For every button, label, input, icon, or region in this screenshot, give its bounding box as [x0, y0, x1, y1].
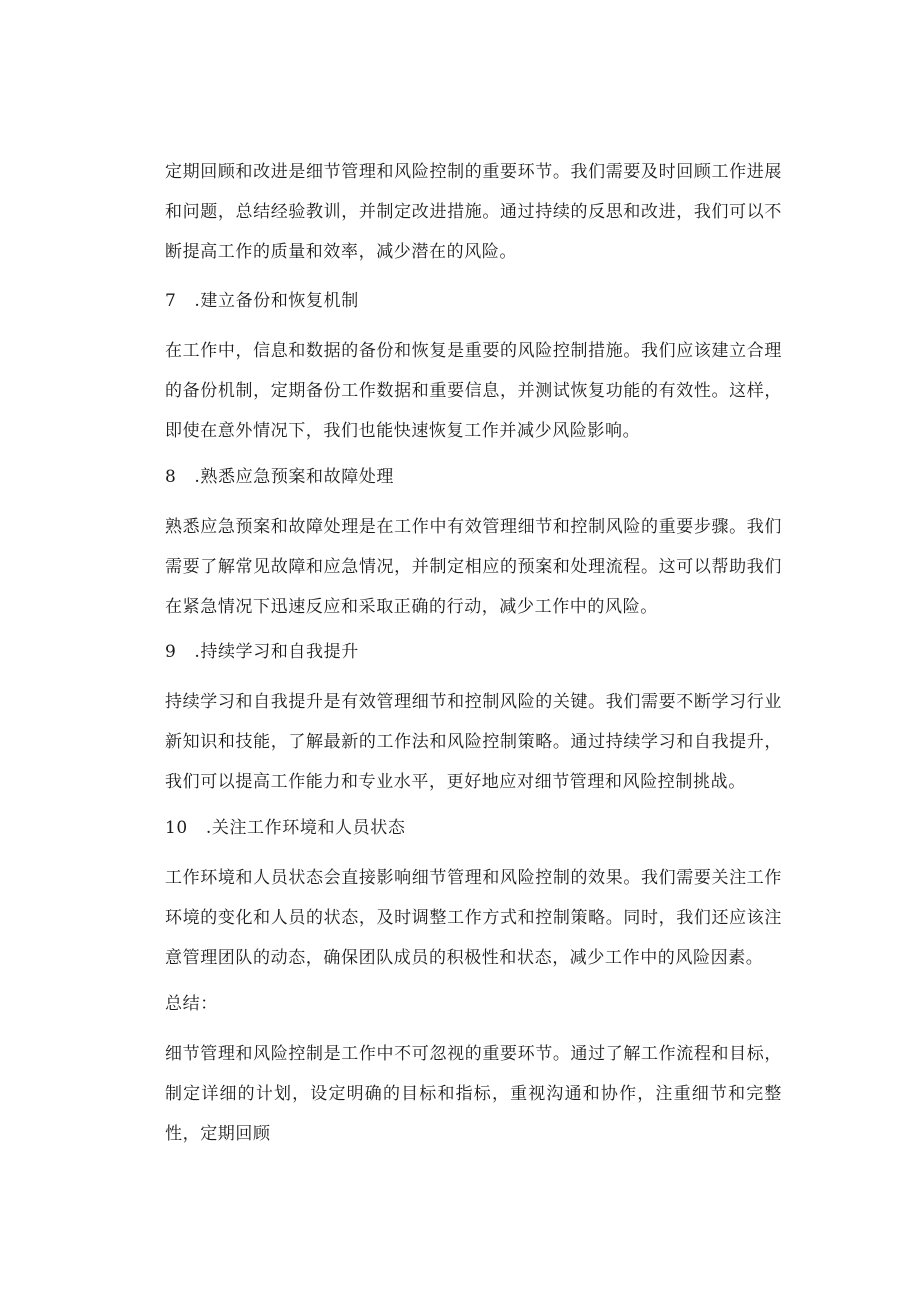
paragraph-emergency: 熟悉应急预案和故障处理是在工作中有效管理细节和控制风险的重要步骤。我们需要了解常见故障和应急情况，并制定相应的预案和处理流程。这可以帮助我们在紧急情况下迅速反应和采取正确的行动，减少工作中的风险。: [165, 517, 782, 617]
paragraph-environment: 工作环境和人员状态会直接影响细节管理和风险控制的效果。我们需要关注工作环境的变化和人员的状态，及时调整工作方式和控制策略。同时，我们还应该注意管理团队的动态，确保团队成员的积极性和状态，减少工作中的风险因素。: [165, 868, 782, 968]
paragraph-summary: 细节管理和风险控制是工作中不可忽视的重要环节。通过了解工作流程和目标，制定详细的计划，设定明确的目标和指标，重视沟通和协作，注重细节和完整性，定期回顾: [165, 1044, 782, 1144]
paragraph-learning: 持续学习和自我提升是有效管理细节和控制风险的关键。我们需要不断学习行业新知识和技能，了解最新的工作法和风险控制策略。通过持续学习和自我提升，我们可以提高工作能力和专业水平，更好地应对细节管理和风险控制挑战。: [165, 692, 782, 792]
heading-9-learning: 9 .持续学习和自我提升: [165, 642, 359, 662]
heading-10-environment: 10 .关注工作环境和人员状态: [165, 818, 406, 838]
heading-7-backup: 7 .建立备份和恢复机制: [165, 291, 359, 311]
paragraph-review: 定期回顾和改进是细节管理和风险控制的重要环节。我们需要及时回顾工作进展和问题，总结经验教训，并制定改进措施。通过持续的反思和改进，我们可以不断提高工作的质量和效率，减少潜在的风险。: [165, 162, 782, 262]
summary-label: 总结：: [165, 994, 218, 1014]
heading-8-emergency: 8 .熟悉应急预案和故障处理: [165, 467, 395, 487]
paragraph-backup: 在工作中，信息和数据的备份和恢复是重要的风险控制措施。我们应该建立合理的备份机制，定期备份工作数据和重要信息，并测试恢复功能的有效性。这样，即使在意外情况下，我们也能快速恢复工作并减少风险影响。: [165, 341, 782, 441]
